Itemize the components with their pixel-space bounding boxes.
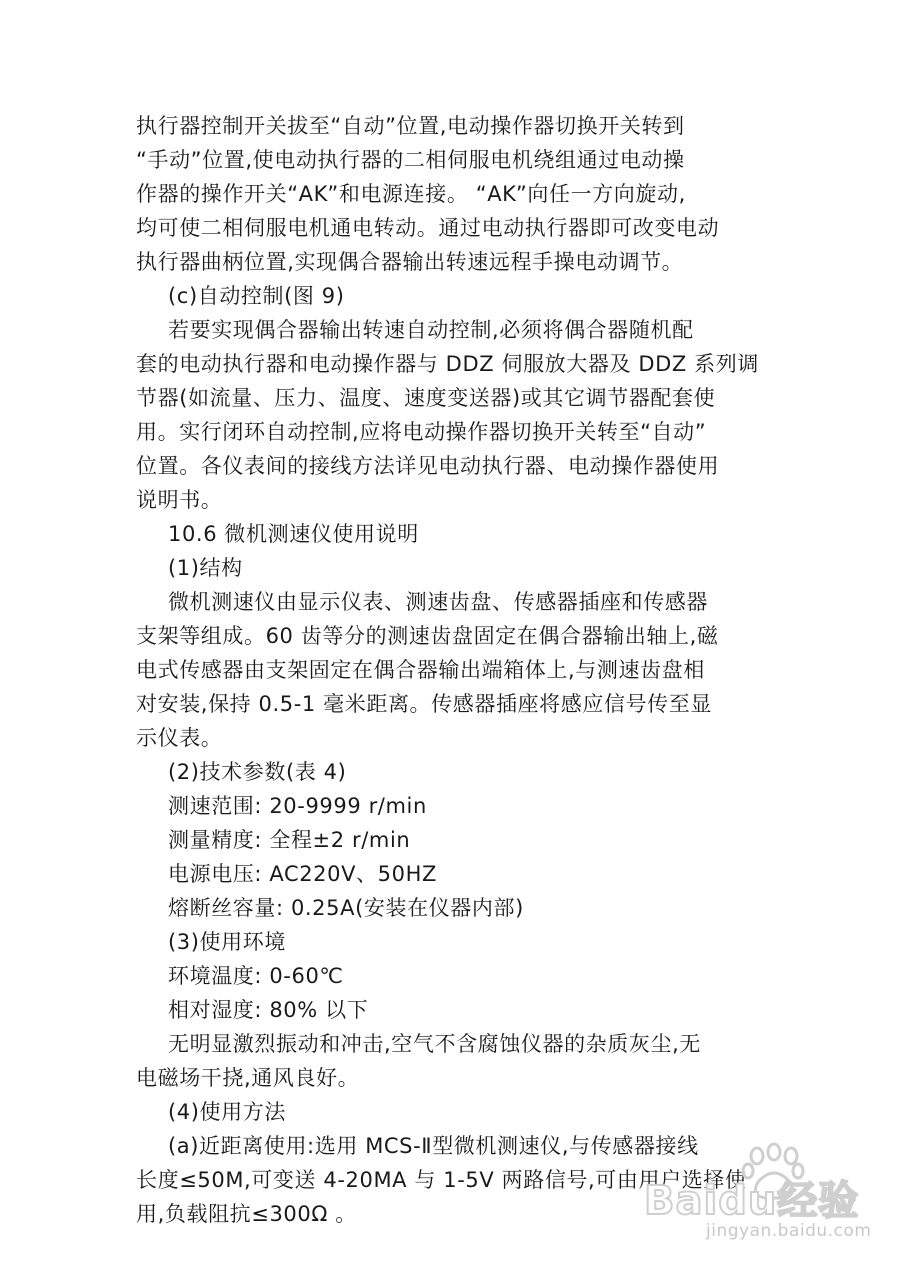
spec-line: 测量精度: 全程±2 r/min	[168, 828, 411, 852]
body-line: 执行器控制开关拔至“自动”位置,电动操作器切换开关转到	[136, 114, 685, 138]
body-line: 对安装,保持 0.5-1 毫米距离。传感器插座将感应信号传至显	[136, 692, 712, 716]
body-line: 位置。各仪表间的接线方法详见电动执行器、电动操作器使用	[136, 454, 720, 478]
subsection-heading: (1)结构	[168, 556, 243, 580]
body-line: (a)近距离使用:选用 MCS-Ⅱ型微机测速仪,与传感器接线	[168, 1134, 699, 1158]
subsection-heading: (c)自动控制(图 9)	[168, 284, 345, 308]
spec-line: 环境温度: 0-60℃	[168, 964, 344, 988]
body-line: 说明书。	[136, 488, 223, 512]
body-line: 微机测速仪由显示仪表、测速齿盘、传感器插座和传感器	[168, 590, 708, 614]
svg-text:Baidu经验: Baidu经验	[644, 1178, 860, 1224]
subsection-heading: (2)技术参数(表 4)	[168, 760, 347, 784]
watermark-url: jingyan.baidu.com	[706, 1221, 872, 1241]
body-line: 套的电动执行器和电动操作器与 DDZ 伺服放大器及 DDZ 系列调	[136, 352, 759, 376]
spec-line: 熔断丝容量: 0.25A(安装在仪器内部)	[168, 896, 524, 920]
body-line: 长度≤50M,可变送 4-20MA 与 1-5V 两路信号,可由用户选择使	[136, 1168, 747, 1192]
body-line: 电磁场干挠,通风良好。	[136, 1066, 360, 1090]
body-line: 若要实现偶合器输出转速自动控制,必须将偶合器随机配	[168, 318, 694, 342]
body-line: 电式传感器由支架固定在偶合器输出端箱体上,与测速齿盘相	[136, 658, 705, 682]
body-line: 用。实行闭环自动控制,应将电动操作器切换开关转至“自动”	[136, 420, 707, 444]
body-line: 无明显激烈振动和冲击,空气不含腐蚀仪器的杂质灰尘,无	[168, 1032, 701, 1056]
baidu-jingyan-logo	[640, 1138, 890, 1228]
body-line: 执行器曲柄位置,实现偶合器输出转速远程手操电动调节。	[136, 250, 684, 274]
section-heading: 10.6 微机测速仪使用说明	[168, 522, 419, 546]
subsection-heading: (4)使用方法	[168, 1100, 286, 1124]
subsection-heading: (3)使用环境	[168, 930, 286, 954]
body-line: 支架等组成。60 齿等分的测速齿盘固定在偶合器输出轴上,磁	[136, 624, 719, 648]
body-line: 均可使二相伺服电机通电转动。通过电动执行器即可改变电动	[136, 216, 720, 240]
body-line: 示仪表。	[136, 726, 223, 750]
body-line: 节器(如流量、压力、温度、速度变送器)或其它调节器配套使	[136, 386, 716, 410]
baidu-jingyan-watermark	[640, 1138, 890, 1258]
body-line: 作器的操作开关“AK”和电源连接。 “AK”向任一方向旋动,	[136, 182, 686, 206]
spec-line: 相对湿度: 80% 以下	[168, 998, 369, 1022]
spec-line: 测速范围: 20-9999 r/min	[168, 794, 427, 818]
body-line: “手动”位置,使电动执行器的二相伺服电机绕组通过电动操	[136, 148, 685, 172]
spec-line: 电源电压: AC220V、50HZ	[168, 862, 437, 886]
body-line: 用,负载阻抗≤300Ω 。	[136, 1202, 357, 1226]
